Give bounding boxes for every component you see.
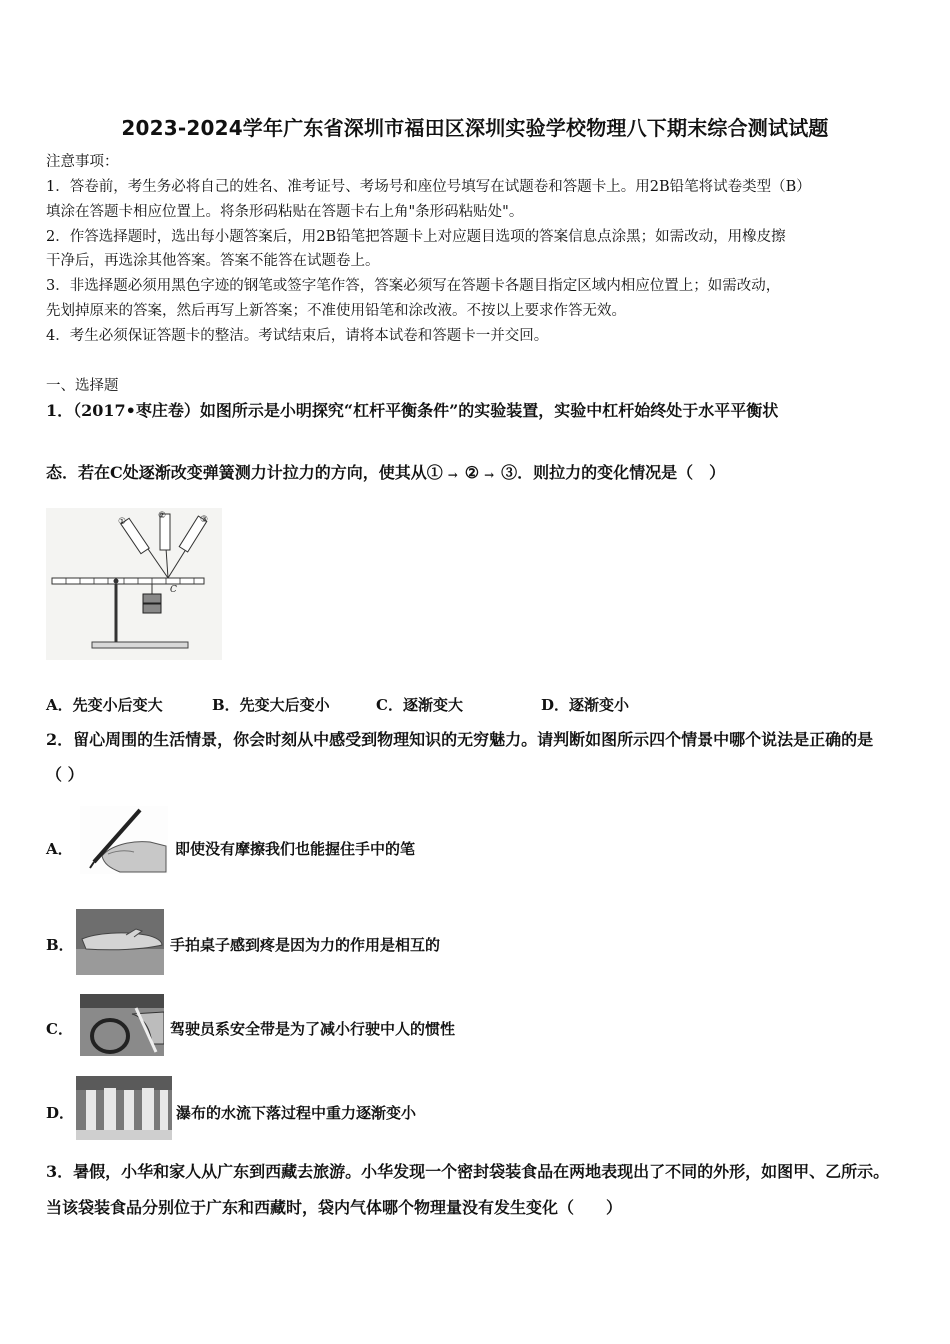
- direction-mark-2: ②: [464, 463, 480, 482]
- option-c: C．逐渐变大: [376, 696, 463, 714]
- option-a: A．先变小后变大: [46, 696, 163, 714]
- figure-label-3: ③: [200, 515, 209, 525]
- question-2-line-2: （ ）: [46, 765, 84, 784]
- pen-hand-image: [80, 806, 168, 874]
- figure-label-c: C: [170, 585, 177, 595]
- q2-option-d-text: 瀑布的水流下落过程中重力逐渐变小: [176, 1104, 417, 1122]
- question-1-line-1: 1．（2017•枣庄卷）如图所示是小明探究“杠杆平衡条件”的实验装置，实验中杠杆始终处于水平平衡状: [46, 401, 779, 420]
- question-3-line-2: 当该袋装食品分别位于广东和西藏时，袋内气体哪个物理量没有发生变化（ ）: [46, 1198, 623, 1217]
- notice-line: 4．考生必须保证答题卡的整洁。考试结束后，请将本试卷和答题卡一并交回。: [46, 328, 549, 344]
- q2-option-d-label: D．: [46, 1104, 75, 1122]
- question-1-end: ③．则拉力的变化情况是（ ）: [501, 463, 726, 482]
- q2-option-c-label: C．: [46, 1020, 73, 1038]
- lever-experiment-figure: [46, 508, 222, 660]
- notice-line: 2．作答选择题时，选出每小题答案后，用2B铅笔把答题卡上对应题目选项的答案信息点涂黑；如需改动，用橡皮擦: [46, 229, 786, 245]
- arrow-icon: →: [447, 468, 458, 482]
- q2-option-b-label: B．: [46, 936, 74, 954]
- notice-line: 干净后，再选涂其他答案。答案不能答在试题卷上。: [46, 253, 380, 269]
- page-title: 2023-2024学年广东省深圳市福田区深圳实验学校物理八下期末综合测试试题: [121, 116, 829, 140]
- question-2-line-1: 2．留心周围的生活情景，你会时刻从中感受到物理知识的无穷魅力。请判断如图所示四个情景中哪个说法是正确的是: [46, 730, 874, 749]
- arrow-icon: →: [484, 468, 495, 482]
- notice-line: 先划掉原来的答案，然后再写上新答案；不准使用铅笔和涂改液。不按以上要求作答无效。: [46, 303, 626, 319]
- q2-option-b-text: 手拍桌子感到疼是因为力的作用是相互的: [170, 936, 441, 954]
- question-3-line-1: 3．暑假，小华和家人从广东到西藏去旅游。小华发现一个密封袋装食品在两地表现出了不同的外形，如图甲、乙所示。: [46, 1162, 890, 1181]
- section-heading: 一、选择题: [46, 378, 119, 394]
- q2-option-a-text: 即使没有摩擦我们也能握住手中的笔: [175, 840, 416, 858]
- question-1-stem: 态．若在C处逐渐改变弹簧测力计拉力的方向，使其从①: [46, 463, 443, 482]
- notice-line: 3．非选择题必须用黑色字迹的钢笔或签字笔作答，答案必须写在答题卡各题目指定区域内相应位置上；如需改动，: [46, 278, 781, 294]
- figure-label-1: ①: [118, 517, 127, 527]
- question-1-line-2: [46, 462, 725, 484]
- q2-option-a-label: A．: [46, 840, 73, 858]
- lever-diagram: [46, 508, 222, 660]
- waterfall-image: [76, 1076, 172, 1140]
- option-b: B．先变大后变小: [212, 696, 330, 714]
- hand-table-image: [76, 909, 164, 975]
- notice-line: 1．答卷前，考生务必将自己的姓名、准考证号、考场号和座位号填写在试题卷和答题卡上。用2B铅笔将试卷类型（B）: [46, 179, 811, 195]
- notice-line: 填涂在答题卡相应位置上。将条形码粘贴在答题卡右上角"条形码粘贴处"。: [46, 204, 524, 220]
- notice-heading: 注意事项：: [46, 154, 119, 170]
- figure-label-2: ②: [158, 511, 167, 521]
- q2-option-c-text: 驾驶员系安全带是为了减小行驶中人的惯性: [170, 1020, 456, 1038]
- option-d: D．逐渐变小: [541, 696, 630, 714]
- seatbelt-driver-image: [80, 994, 164, 1056]
